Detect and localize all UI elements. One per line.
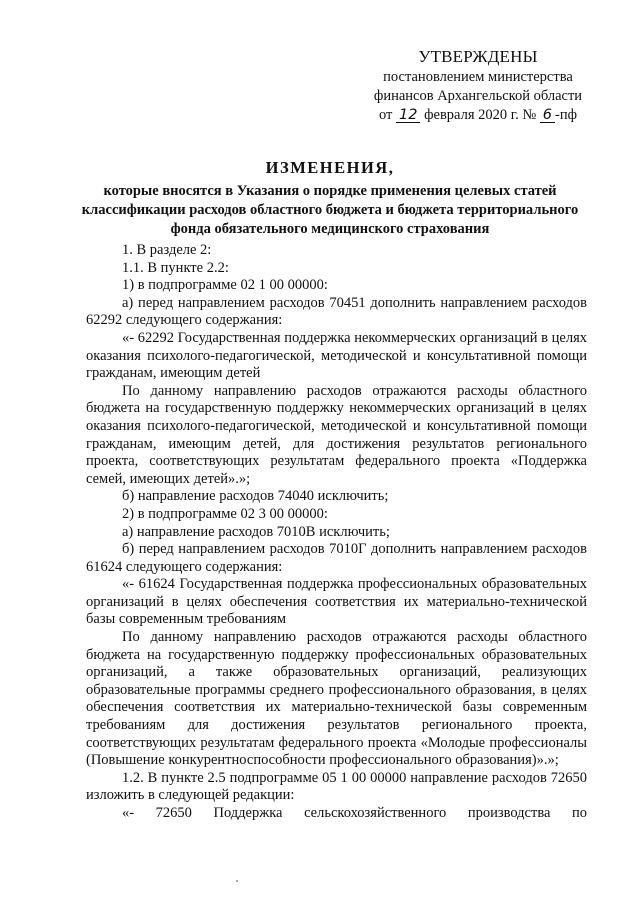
paragraph: б) перед направлением расходов 7010Г дополнить направлением расходов 61624 следующего содержания: (86, 541, 587, 575)
document-body (86, 242, 587, 823)
paragraph: 1. В разделе 2: (122, 242, 212, 258)
date-prefix: от (379, 107, 393, 123)
approved-date-line (358, 106, 598, 125)
paragraph: «- 61624 Государственная поддержка профессиональных образовательных организаций в целях обеспечения соответствия их материально-технической базы современным требованиям (86, 576, 587, 628)
paragraph: 1.1. В пункте 2.2: (122, 259, 229, 276)
paragraph: «- 72650 Поддержка сельскохозяйственного производства по (122, 805, 587, 821)
handwritten-number: 6 (540, 108, 555, 123)
date-middle: февраля 2020 г. № (424, 107, 537, 123)
paragraph: По данному направлению расходов отражаются расходы областного бюджета на государственную поддержку профессиональных образовательных организаций, а также образовательных организаций, реализующих образовательные программы среднего профессионального образования, в целях обеспечения соответствия их материально-технической базы современным требованиям для достижения результатов регионального проекта, соответствующих результатам федерального проекта «Молодые профессионалы (Повышение конкурентноспособности профессионального образования)».»; (86, 629, 587, 769)
title-block (60, 158, 600, 239)
paragraph: 1.2. В пункте 2.5 подпрограмме 05 1 00 00000 направление расходов 72650 изложить в следующей редакции: (86, 769, 587, 804)
scan-speck (236, 880, 238, 882)
approved-heading: УТВЕРЖДЕНЫ (418, 47, 538, 66)
paragraph: а) направление расходов 7010В исключить; (122, 523, 390, 540)
approved-line-2: финансов Архангельской области (373, 88, 583, 104)
document-subtitle: которые вносятся в Указания о порядке применения целевых статей классификации расходов областного бюджета и бюджета территориального фонда обязательного медицинского страхования (81, 183, 579, 237)
handwritten-day: 12 (396, 108, 420, 123)
number-suffix: -пф (555, 107, 577, 123)
approval-stamp (358, 46, 598, 125)
document-title: ИЗМЕНЕНИЯ, (265, 158, 395, 177)
paragraph: «- 62292 Государственная поддержка некоммерческих организаций в целях оказания психолого-педагогической, методической и консультативной помощи гражданам, имеющим детей (86, 329, 587, 382)
paragraph: По данному направлению расходов отражаются расходы областного бюджета на государственную поддержку некоммерческих организаций в целях оказания психолого-педагогической, методической и консультативной помощи гражданам, имеющим детей, для достижения результатов регионального проекта, соответствующих результатам федерального проекта «Поддержка семей, имеющих детей».»; (86, 382, 587, 487)
paragraph: а) перед направлением расходов 70451 дополнить направлением расходов 62292 следующего содержания: (86, 294, 587, 329)
paragraph: 1) в подпрограмме 02 1 00 00000: (122, 277, 328, 294)
paragraph: 2) в подпрограмме 02 3 00 00000: (122, 505, 328, 522)
approved-line-1: постановлением министерства (383, 69, 573, 85)
paragraph: б) направление расходов 74040 исключить; (122, 488, 389, 505)
